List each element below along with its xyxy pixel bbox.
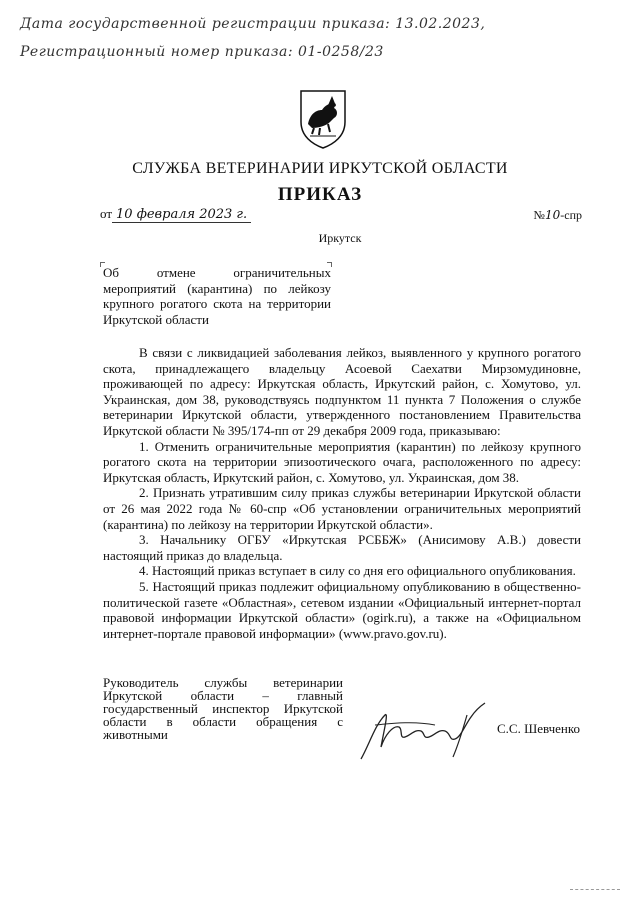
city: Иркутск bbox=[318, 231, 362, 245]
body-paragraph: 3. Начальнику ОГБУ «Иркутская РСББЖ» (Анисимову А.В.) довести настоящий приказ до владельца. bbox=[103, 532, 581, 563]
coat-of-arms-icon bbox=[298, 88, 348, 150]
agency-title: СЛУЖБА ВЕТЕРИНАРИИ ИРКУТСКОЙ ОБЛАСТИ bbox=[132, 160, 508, 177]
number-line bbox=[534, 208, 582, 223]
number-value: 10 bbox=[544, 208, 561, 222]
document-body bbox=[103, 345, 581, 641]
number-prefix: № bbox=[533, 208, 545, 222]
document-subject: Об отмене ограничительных мероприятий (карантина) по лейкозу крупного рогатого скота на территории Иркутской области bbox=[103, 265, 331, 327]
date-prefix: от bbox=[100, 206, 113, 221]
footer-divider bbox=[570, 889, 620, 890]
handwritten-registration-number: Регистрационный номер приказа: 01-0258/23 bbox=[20, 44, 384, 60]
signatory-name: С.С. Шевченко bbox=[497, 721, 581, 736]
date-value: 10 февраля 2023 г. bbox=[112, 207, 251, 223]
document-type: ПРИКАЗ bbox=[277, 184, 363, 205]
handwritten-signature bbox=[355, 695, 495, 765]
body-paragraph: 1. Отменить ограничительные мероприятия (карантин) по лейкозу крупного рогатого скота на территории эпизоотического очага, расположенного по адресу: Иркутская область, Иркутский район, с. Хомутово, ул. Украинская, дом 38. bbox=[103, 438, 581, 485]
handwritten-registration-date: Дата государственной регистрации приказа: 13.02.2023, bbox=[20, 16, 486, 32]
body-paragraph: 4. Настоящий приказ вступает в силу со дня его официального опубликования. bbox=[139, 563, 576, 579]
signatory-title: Руководитель службы ветеринарии Иркутской области – главный государственный инспектор Иркутской области в области обращения с животными bbox=[103, 675, 343, 742]
body-paragraph: В связи с ликвидацией заболевания лейкоз, выявленного у крупного рогатого скота, принадлежащего владельцу Асоевой Саехатви Мирзомудиновне, проживающей по адресу: Иркутская область, Иркутский район, с. Хомутово, ул. Украинская, дом 38, руководствуясь подпунктом 11 пункта 7 Положения о службе ветеринарии Иркутской области, утвержденного постановлением Правительства Иркутской области № 395/174-пп от 29 декабря 2009 года, приказываю: bbox=[103, 345, 581, 438]
number-suffix: -спр bbox=[560, 208, 582, 222]
body-paragraph: 2. Признать утратившим силу приказ службы ветеринарии Иркутской области от 26 мая 2022 года № 60-спр «Об установлении ограничительных мероприятий (карантина) по лейкозу на территории Иркутской области». bbox=[103, 485, 581, 532]
date-line bbox=[100, 206, 251, 222]
body-paragraph: 5. Настоящий приказ подлежит официальному опубликованию в общественно-политической газете «Областная», сетевом издании «Официальный интернет-портал правовой информации Иркутской области» (ogirk.ru), а также на «Официальном интернет-портале правовой информации» (www.pravo.gov.ru). bbox=[103, 578, 581, 641]
